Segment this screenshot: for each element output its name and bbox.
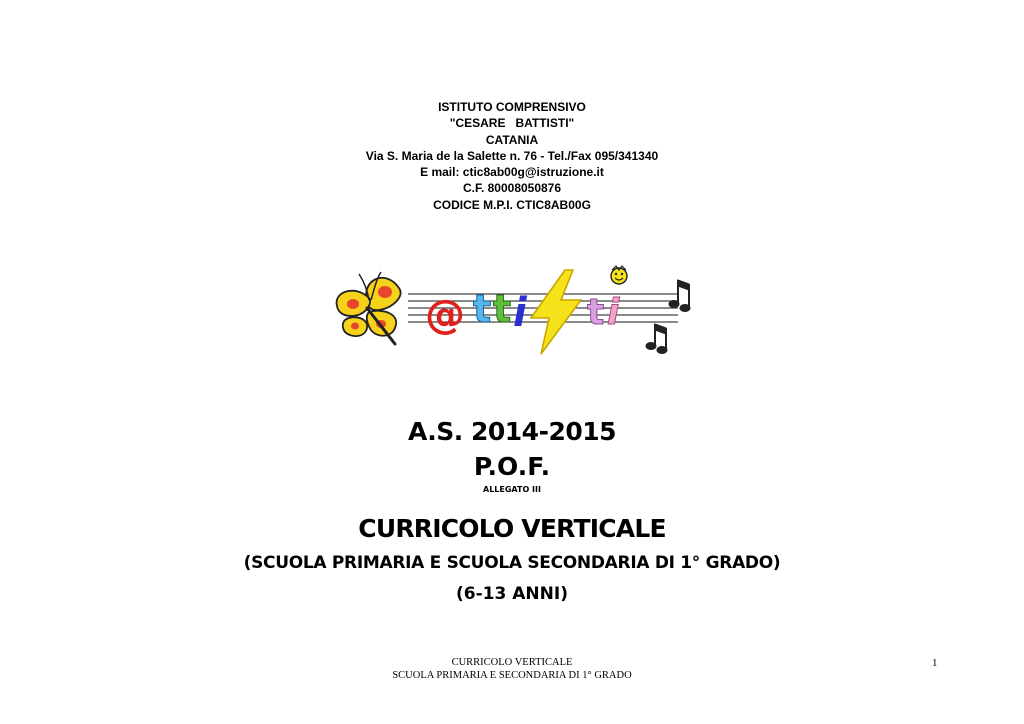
page-footer — [0, 656, 1024, 682]
smiley-face-icon — [611, 266, 627, 284]
school-mpi-code: CODICE M.P.I. CTIC8AB00G — [433, 197, 591, 212]
footer-line-2: SCUOLA PRIMARIA E SECONDARIA DI 1° GRADO — [392, 670, 632, 681]
logo-letters-ti — [587, 292, 620, 333]
school-city: CATANIA — [485, 132, 539, 147]
school-header — [0, 99, 1024, 213]
svg-text:i: i — [607, 292, 620, 333]
butterfly-icon — [337, 272, 401, 344]
lightning-bolt-icon — [531, 270, 581, 354]
curriculum-title: CURRICOLO VERTICALE — [358, 514, 666, 543]
svg-text:t: t — [587, 292, 605, 333]
school-email: E mail: ctic8ab00g@istruzione.it — [420, 165, 604, 180]
school-address: Via S. Maria de la Salette n. 76 - Tel./Fax 095/341340 — [365, 148, 659, 163]
music-note-icon — [646, 280, 690, 354]
school-fiscal-code: C.F. 80008050876 — [462, 181, 562, 196]
svg-text:i: i — [513, 290, 527, 336]
logo-letters-tti — [473, 287, 528, 336]
svg-text:@: @ — [425, 292, 465, 338]
school-year-title: A.S. 2014-2015 — [407, 417, 617, 446]
svg-text:t: t — [473, 287, 492, 331]
at-sign-letter — [425, 292, 465, 338]
school-name: "CESARE BATTISTI" — [449, 116, 575, 131]
page-number: 1 — [932, 657, 938, 669]
footer-line-1: CURRICOLO VERTICALE — [451, 657, 573, 668]
pof-title: P.O.F. — [473, 452, 551, 481]
battisti-logo — [333, 262, 693, 358]
ages-subtitle: (6-13 ANNI) — [456, 584, 568, 604]
schools-subtitle: (SCUOLA PRIMARIA E SCUOLA SECONDARIA DI 1° GRADO) — [243, 553, 781, 573]
attachment-label: ALLEGATO III — [483, 485, 541, 494]
svg-text:t: t — [493, 287, 512, 331]
school-type: ISTITUTO COMPRENSIVO — [438, 100, 586, 114]
